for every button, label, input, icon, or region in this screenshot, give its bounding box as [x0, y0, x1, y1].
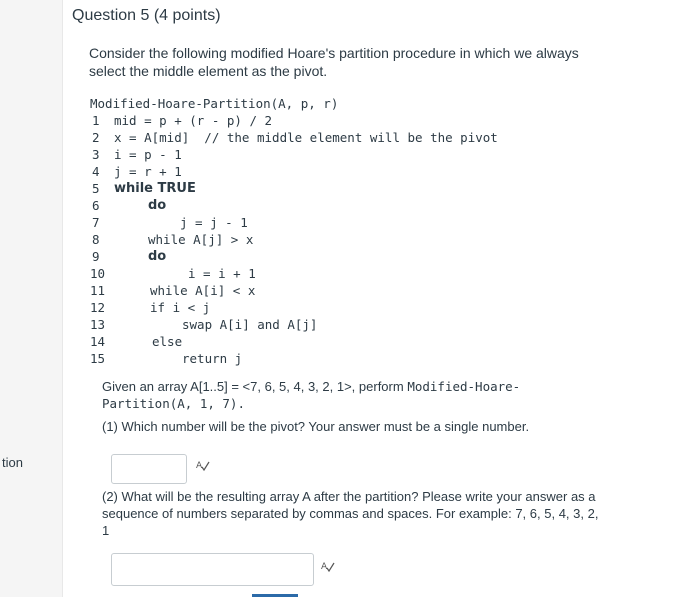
given-code-a: Modified-Hoare- [407, 379, 521, 394]
line-number: 8 [92, 232, 100, 247]
code-line: swap A[i] and A[j] [182, 317, 318, 332]
line-number: 6 [92, 198, 100, 213]
code-line: mid = p + (r - p) / 2 [114, 113, 273, 128]
sidebar-label: tion [2, 455, 23, 470]
code-line: do [148, 249, 167, 264]
line-number: 12 [90, 300, 106, 315]
question-intro: Consider the following modified Hoare's partition procedure in which we always select the middle element as the pivot. [89, 45, 579, 79]
part1-prompt [102, 419, 529, 434]
line-number: 2 [92, 130, 100, 145]
code-line: j = j - 1 [180, 215, 248, 230]
line-number: 15 [90, 351, 106, 366]
code-line: i = i + 1 [188, 266, 256, 281]
given-text [102, 378, 542, 412]
part2-prompt: (2) What will be the resulting array A after the partition? Please write your answer as a sequence of numbers separated by commas and spaces. For example: 7, 6, 5, 4, 3, 2, 1 [102, 489, 599, 538]
code-line: if i < j [150, 300, 211, 315]
code-line: while TRUE [114, 181, 196, 196]
line-number: 7 [92, 215, 100, 230]
line-number: 4 [92, 164, 100, 179]
code-line: return j [182, 351, 243, 366]
code-line: x = A[mid] // the middle element will be the pivot [114, 130, 498, 145]
given-code-b: Partition(A, 1, 7). [102, 396, 245, 411]
code-line: j = r + 1 [114, 164, 182, 179]
spellcheck-icon[interactable] [321, 559, 335, 578]
line-number: 13 [90, 317, 106, 332]
part1-prompt-a: (1) Which number will be the pivot? [102, 419, 309, 434]
code-line: do [148, 198, 167, 213]
line-number: 5 [92, 181, 100, 196]
part1-prompt-b: Your answer must be a single number. [308, 419, 530, 434]
left-sidebar-strip [0, 0, 63, 597]
code-line: while A[j] > x [148, 232, 254, 247]
part1-answer-input[interactable] [111, 454, 187, 484]
svg-text:A: A [321, 562, 328, 572]
svg-text:A: A [196, 461, 203, 471]
line-number: 1 [92, 113, 100, 128]
code-line: i = p - 1 [114, 147, 182, 162]
code-header: Modified-Hoare-Partition(A, p, r) [90, 96, 339, 111]
line-number: 3 [92, 147, 100, 162]
part2-answer-input[interactable] [111, 553, 314, 586]
spellcheck-icon[interactable] [196, 458, 210, 477]
code-line: else [152, 334, 183, 349]
line-number: 14 [90, 334, 106, 349]
code-line: while A[i] < x [150, 283, 256, 298]
line-number: 11 [90, 283, 106, 298]
line-number: 10 [90, 266, 106, 281]
line-number: 9 [92, 249, 100, 264]
given-prefix: Given an array A[1..5] = <7, 6, 5, 4, 3, 2, 1>, perform [102, 379, 408, 394]
question-title: Question 5 (4 points) [72, 7, 221, 24]
